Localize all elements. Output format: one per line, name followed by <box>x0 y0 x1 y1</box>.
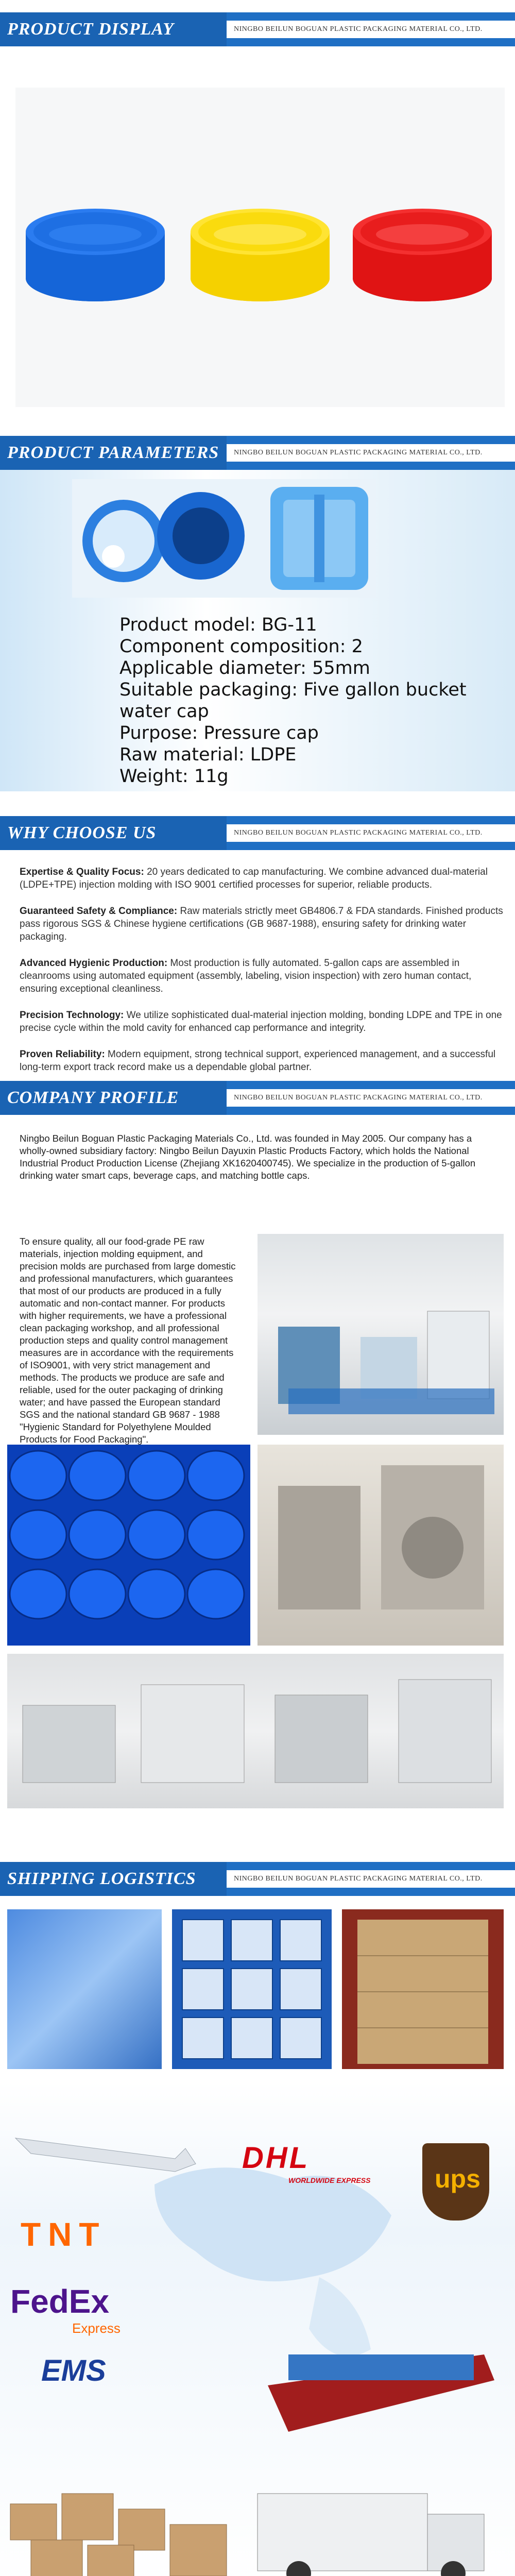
yellow-cap-image <box>185 175 335 309</box>
factory-photo-production-line <box>7 1654 504 1808</box>
why-item <box>20 957 504 995</box>
shipping-photo-packed-boxes <box>172 1909 332 2069</box>
profile-paragraph-2-text: To ensure quality, all our food-grade PE raw materials, injection molding equipment, and precision molds are purchased from large domestic and professional manufacturers, which guarantees that most of our products are produced in a fully automatic and non-contact manner. For products with higher requirements, we have a professional clean packaging workshop, and all professional production steps and quality control management measures are in accordance with the requirements of ISO9001, with very strict management and methods. The products we produce are safe and reliable, used for the outer packaging of drinking water; and have passed the European standard SGS and the national standard GB 9687 - 1988 "Hygienic Standard for Polyethylene Moulded Products for Food Packaging". <box>20 1236 236 1445</box>
profile-paragraph-1: Ningbo Beilun Boguan Plastic Packaging Materials Co., Ltd. was founded in May 2005. Our company has a wholly-owned subsidiary factory: Ningbo Beilun Dayuxin Plastic Products Factory, which holds the National Industrial Product Production License (Zhejiang XK1620400745). We specialize in the production of 5-gallon drinking water smart caps, beverage caps, and matching bottle caps. <box>20 1133 476 1181</box>
fedex-logo-sub: Express <box>72 2320 121 2336</box>
corp-name: NINGBO BEILUN BOGUAN PLASTIC PACKAGING MATERIAL CO., LTD. <box>227 1089 515 1107</box>
header-title-box <box>0 816 227 850</box>
section-title: SHIPPING LOGISTICS <box>7 1869 196 1888</box>
parameters-product-image <box>72 479 376 598</box>
param-weight: Weight: 11g <box>119 766 229 787</box>
param-model: Product model: BG-11 <box>119 615 317 635</box>
header-product-parameters <box>0 436 515 470</box>
param-composition: Component composition: 2 <box>119 636 363 657</box>
fedex-logo-text: FedEx <box>10 2283 110 2320</box>
header-shipping-logistics <box>0 1862 515 1896</box>
section-title: WHY CHOOSE US <box>7 823 157 842</box>
why-item-text: Most production is fully automated. 5-gallon caps are assembled in cleanrooms using automated equipment (assembly, labeling, vision inspection) with zero human contact, ensuring exceptional cleanliness. <box>20 958 472 994</box>
why-item-label: Proven Reliability: <box>20 1049 105 1060</box>
dhl-logo-text: DHL <box>242 2141 310 2175</box>
why-item-text: We utilize sophisticated dual-material injection molding, bonding LDPE and TPE in one precise cycle within the mold cavity for enhanced cap performance and integrity. <box>20 1010 502 1033</box>
cap-detail-illustration <box>72 479 376 598</box>
product-display-image <box>15 88 505 407</box>
param-packaging: Suitable packaging: Five gallon bucket water cap <box>119 680 467 722</box>
parameters-list <box>119 614 480 787</box>
why-item-text: Raw materials strictly meet GB4806.7 & FDA standards. Finished products pass rigorous SGS & Chinese hygiene certifications (GB 9687-1988), ensuring safety for drinking water packaging. <box>20 906 503 942</box>
dhl-logo <box>242 2141 310 2175</box>
logistics-art <box>0 2081 515 2576</box>
why-item <box>20 866 504 891</box>
factory-photo-blue-caps <box>7 1445 250 1646</box>
why-item <box>20 1048 504 1074</box>
dhl-logo-sub: WORLDWIDE EXPRESS <box>288 2176 371 2184</box>
section-title: COMPANY PROFILE <box>7 1088 179 1107</box>
corp-name: NINGBO BEILUN BOGUAN PLASTIC PACKAGING MATERIAL CO., LTD. <box>227 1870 515 1888</box>
blue-cap-image <box>21 175 170 309</box>
tnt-logo <box>10 2215 139 2257</box>
header-title-box <box>0 12 227 46</box>
fedex-logo <box>10 2282 139 2339</box>
why-item-label: Advanced Hygienic Production: <box>20 958 168 969</box>
param-diameter: Applicable diameter: 55mm <box>119 658 370 679</box>
why-item <box>20 1009 504 1035</box>
section-title: PRODUCT DISPLAY <box>7 20 174 39</box>
header-title-box <box>0 1081 227 1115</box>
ems-logo-text: EMS <box>41 2354 106 2387</box>
header-why-choose-us <box>0 816 515 850</box>
factory-photo-workshop <box>258 1234 504 1435</box>
why-item-text: Modern equipment, strong technical support, experienced management, and a successful long-term export track record make us a dependable global partner. <box>20 1049 496 1073</box>
param-material: Raw material: LDPE <box>119 744 297 765</box>
header-title-box <box>0 436 227 470</box>
why-item-label: Guaranteed Safety & Compliance: <box>20 906 178 917</box>
tnt-logo-text: TNT <box>21 2216 107 2253</box>
factory-photo-machinery <box>258 1445 504 1646</box>
ups-logo <box>422 2143 489 2221</box>
header-product-display <box>0 12 515 46</box>
shipping-photo-container <box>342 1909 504 2069</box>
corp-name: NINGBO BEILUN BOGUAN PLASTIC PACKAGING MATERIAL CO., LTD. <box>227 444 515 462</box>
corp-name: NINGBO BEILUN BOGUAN PLASTIC PACKAGING MATERIAL CO., LTD. <box>227 824 515 842</box>
why-item-label: Precision Technology: <box>20 1010 124 1021</box>
ups-logo-text: ups <box>435 2164 480 2193</box>
param-purpose: Purpose: Pressure cap <box>119 723 319 743</box>
shipping-photo-bagged-caps <box>7 1909 162 2069</box>
dhl-sub-logo <box>288 2176 370 2184</box>
why-item-label: Expertise & Quality Focus: <box>20 867 144 877</box>
red-cap-image <box>348 175 497 309</box>
why-item <box>20 905 504 943</box>
why-choose-us-list <box>20 866 504 1087</box>
header-company-profile <box>0 1081 515 1115</box>
ems-logo <box>10 2349 124 2391</box>
corp-name: NINGBO BEILUN BOGUAN PLASTIC PACKAGING MATERIAL CO., LTD. <box>227 21 515 38</box>
header-title-box <box>0 1862 227 1896</box>
why-item-text: 20 years dedicated to cap manufacturing. We combine advanced dual-material (LDPE+TPE) injection molding with ISO 9001 certified processes for superior, reliable products. <box>20 867 488 890</box>
section-title: PRODUCT PARAMETERS <box>7 443 219 462</box>
